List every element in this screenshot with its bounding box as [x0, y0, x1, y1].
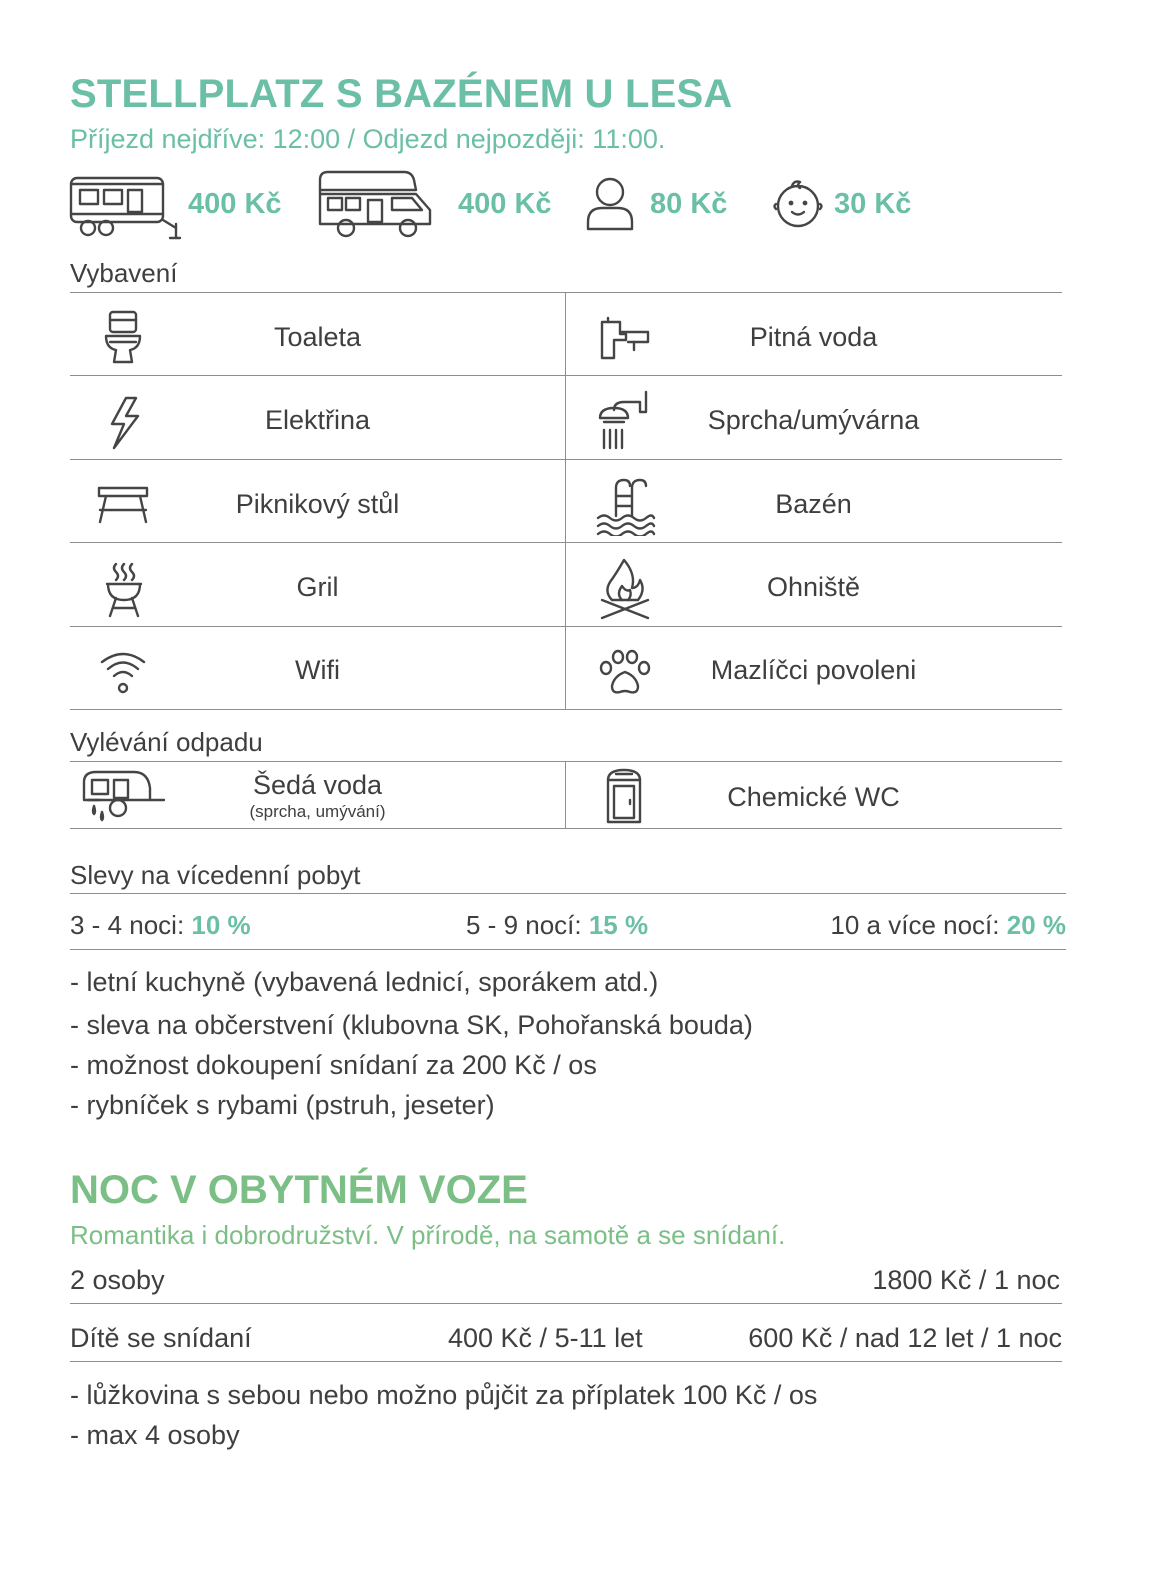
discount-heading: Slevy na vícedenní pobyt	[70, 860, 361, 890]
discount-10-plus-nights: 10 a více nocí: 20 %	[830, 910, 1066, 940]
arrival-departure-times: Příjezd nejdříve: 12:00 / Odjezd nejpozději: 11:00.	[70, 124, 666, 154]
equipment-label-water: Pitná voda	[749, 322, 878, 352]
equipment-label-electricity: Elektřina	[264, 405, 371, 435]
equipment-label-grill: Gril	[296, 572, 339, 602]
equipment-label-wifi: Wifi	[295, 655, 340, 685]
note-fishpond: - rybníček s rybami (pstruh, jeseter)	[70, 1090, 495, 1120]
caravan-icon	[68, 172, 182, 242]
row-2-persons-label: 2 osoby	[70, 1265, 165, 1295]
note-refreshment-discount: - sleva na občerstvení (klubovna SK, Pohořanská bouda)	[70, 1010, 753, 1040]
baby-icon	[770, 176, 826, 232]
row-2-persons-price: 1800 Kč / 1 noc	[872, 1265, 1060, 1295]
row-child-price-5-11: 400 Kč / 5-11 let	[448, 1323, 643, 1353]
note-summer-kitchen: - letní kuchyně (vybavená lednicí, sporákem atd.)	[70, 967, 659, 997]
person-icon	[584, 174, 636, 232]
equipment-label-campfire: Ohniště	[766, 572, 861, 602]
equipment-label-pets: Mazlíčci povoleni	[710, 655, 917, 685]
row-child-label: Dítě se snídaní	[70, 1323, 252, 1353]
equipment-label-shower: Sprcha/umývárna	[707, 405, 920, 435]
waste-label-chemical-wc: Chemické WC	[727, 782, 900, 812]
motorhome-icon	[316, 166, 436, 240]
note-max-persons: - max 4 osoby	[70, 1420, 240, 1450]
baby-price: 30 Kč	[834, 188, 912, 220]
note-bedding: - lůžkovina s sebou nebo možno půjčit za příplatek 100 Kč / os	[70, 1380, 818, 1410]
waste-label-grey-water: Šedá voda	[252, 770, 383, 800]
equipment-heading: Vybavení	[70, 258, 178, 288]
caravan-price: 400 Kč	[188, 188, 282, 220]
equipment-label-toilet: Toaleta	[273, 322, 362, 352]
equipment-label-pool: Bazén	[775, 489, 852, 519]
section-subtitle-motorhome-night: Romantika i dobrodružství. V přírodě, na samotě a se snídaní.	[70, 1220, 786, 1250]
section-title-motorhome-night: NOC V OBYTNÉM VOZE	[70, 1168, 528, 1212]
equipment-label-picnic: Piknikový stůl	[235, 489, 400, 519]
row-child-price-12-plus: 600 Kč / nad 12 let / 1 noc	[748, 1323, 1062, 1353]
note-breakfast: - možnost dokoupení snídaní za 200 Kč / os	[70, 1050, 597, 1080]
waste-heading: Vylévání odpadu	[70, 727, 263, 757]
discount-5-9-nights: 5 - 9 nocí: 15 %	[466, 910, 649, 940]
page-title: STELLPLATZ S BAZÉNEM U LESA	[70, 72, 733, 116]
discount-3-4-nights: 3 - 4 noci: 10 %	[70, 910, 251, 940]
motorhome-price: 400 Kč	[458, 188, 552, 220]
person-price: 80 Kč	[650, 188, 728, 220]
waste-note-grey-water: (sprcha, umývání)	[249, 802, 386, 821]
